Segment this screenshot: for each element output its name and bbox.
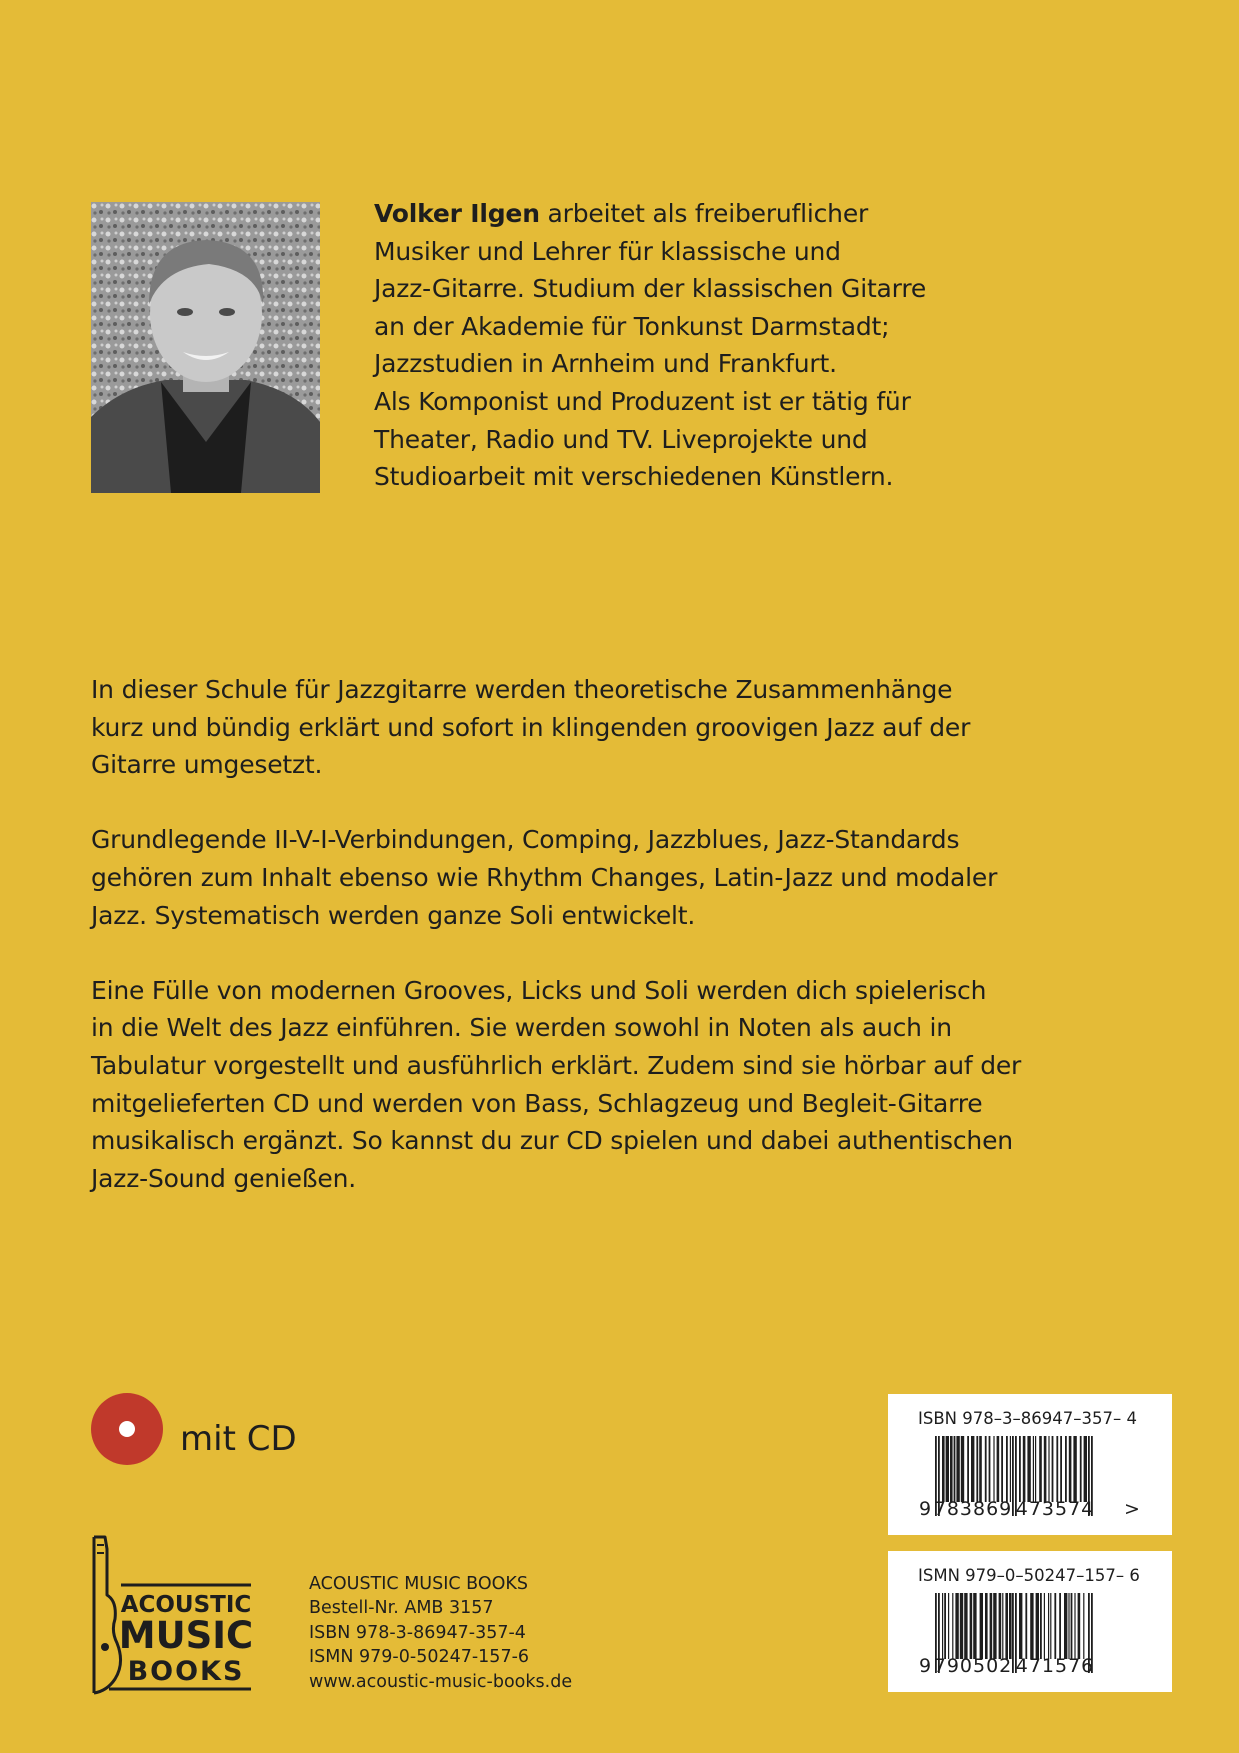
barcode-bar — [1030, 1593, 1033, 1659]
barcode-bar — [1071, 1593, 1073, 1659]
author-name: Volker Ilgen — [374, 199, 540, 228]
barcode-bar — [1048, 1593, 1049, 1659]
barcode-bar — [1048, 1436, 1049, 1502]
barcode-bar — [944, 1593, 946, 1659]
publisher-name: ACOUSTIC MUSIC BOOKS — [309, 1574, 528, 1594]
bio-line-8: Studioarbeit mit verschiedenen Künstlern. — [374, 462, 894, 492]
logo-books: BOOKS — [127, 1656, 245, 1687]
barcode-bar — [1019, 1593, 1022, 1659]
barcode-bar — [952, 1593, 953, 1659]
barcode-bar — [1064, 1593, 1067, 1659]
barcode-bar — [1065, 1436, 1067, 1502]
barcode-bar — [980, 1593, 983, 1659]
bio-line-6: Als Komponist und Produzent ist er tätig für — [374, 386, 911, 416]
description-paragraph: Eine Fülle von modernen Grooves, Licks und Soli werden dich spielerisch in die Welt des Jazz einführen. Sie werden sowohl in Noten als auch in Tabulatur vorgestellt und ausführlich erklärt. Zudem sind sie hörbar auf der mitgelieferten CD und werden von Bass, Schlagzeug und Begleit-Gitarre musikalisch ergänzt. So kannst du zur CD spielen und dabei authentischen Jazz-Sound genießen. — [91, 975, 1022, 1193]
barcode-bar — [1006, 1436, 1008, 1502]
barcode-bar — [1001, 1436, 1003, 1502]
bio-line-2: Musiker und Lehrer für klassische und — [374, 236, 841, 266]
barcode-bar — [1023, 1436, 1026, 1502]
ismn-barcode — [888, 1551, 1172, 1692]
cd-label: mit CD — [180, 1419, 297, 1459]
logo-acoustic: ACOUSTIC — [120, 1592, 252, 1618]
barcode-bar — [999, 1593, 1002, 1659]
author-photo — [91, 202, 320, 493]
barcode-bar — [950, 1436, 953, 1502]
ismn-text: ISMN 979-0-50247-157-6 — [309, 1647, 530, 1668]
barcode-bar — [1035, 1436, 1036, 1502]
barcode-bar — [1044, 1436, 1047, 1502]
barcode-bar — [1019, 1436, 1021, 1502]
barcode-bar — [1010, 1436, 1011, 1502]
barcode-bar — [1052, 1436, 1054, 1502]
barcode-bar — [954, 1436, 956, 1502]
bio-line-3: Jazz-Gitarre. Studium der klassischen Gitarre — [374, 274, 927, 304]
barcode-bar — [1069, 1436, 1072, 1502]
barcode-bar — [997, 1436, 1000, 1502]
barcode-bar — [1040, 1593, 1042, 1659]
barcode-bar — [990, 1593, 993, 1659]
bio-line-7: Theater, Radio und TV. Liveprojekte und — [374, 424, 868, 454]
barcode-lead-digit: 9 — [918, 1498, 932, 1520]
bio-line-5: Jazzstudien in Arnheim und Frankfurt. — [374, 349, 837, 379]
barcode-bar — [956, 1436, 959, 1502]
barcode-right-digits: 473574 — [1015, 1498, 1095, 1520]
author-bio — [374, 195, 974, 496]
isbn-barcode-title: ISBN 978–3–86947–357– 4 — [918, 1409, 1137, 1428]
barcode-bar — [948, 1593, 949, 1659]
barcode-bar — [989, 1436, 991, 1502]
barcode-bar — [1044, 1593, 1045, 1659]
barcode-bar — [976, 1436, 978, 1502]
barcode-bar — [1027, 1436, 1030, 1502]
barcode-bar — [1060, 1436, 1062, 1502]
cd-disc-icon — [91, 1393, 163, 1465]
barcode-bar — [993, 1593, 996, 1659]
barcode-bar — [1039, 1436, 1042, 1502]
barcode-bar — [993, 1436, 994, 1502]
barcode-bar — [979, 1436, 982, 1502]
barcode-bar — [1078, 1593, 1081, 1659]
barcode-left-digits: 783869 — [933, 1498, 1013, 1520]
publisher-info — [309, 1572, 572, 1694]
barcode-bar — [985, 1593, 988, 1659]
barcode-bar — [961, 1436, 964, 1502]
barcode-bar — [1080, 1436, 1082, 1502]
description-paragraph: In dieser Schule für Jazzgitarre werden theoretische Zusammenhänge kurz und bündig erklärt und sofort in klingenden groovigen Jazz auf der Gitarre umgesetzt. — [91, 675, 971, 780]
barcode-bar — [1084, 1436, 1087, 1502]
barcode-bar — [946, 1436, 949, 1502]
barcode-bar — [1005, 1593, 1008, 1659]
barcode-bar — [970, 1593, 973, 1659]
barcode-bar — [942, 1593, 943, 1659]
barcode-bar — [964, 1593, 967, 1659]
barcode-bar — [1033, 1436, 1034, 1502]
barcode-bar — [1012, 1593, 1014, 1673]
barcode-bar — [1050, 1593, 1051, 1659]
barcode-bar — [1074, 1593, 1075, 1659]
barcode-bar — [973, 1593, 976, 1659]
barcode-left-digits: 790502 — [933, 1655, 1013, 1677]
barcode-bar — [1009, 1593, 1012, 1659]
barcode-bar — [1002, 1593, 1003, 1659]
barcode-bar — [971, 1436, 974, 1502]
description-paragraph: Grundlegende II-V-I-Verbindungen, Comping, Jazzblues, Jazz-Standards gehören zum Inhalt ebenso wie Rhythm Changes, Latin-Jazz und modaler Jazz. Systematisch werden ganze Soli entwickelt. — [91, 825, 998, 930]
barcode-bar — [1054, 1593, 1056, 1659]
barcode-bar — [955, 1593, 958, 1659]
barcode-bar — [1059, 1593, 1061, 1659]
bio-line-4: an der Akademie für Tonkunst Darmstadt; — [374, 311, 890, 341]
barcode-quiet-zone-marker: > — [1124, 1498, 1140, 1520]
barcode-bar — [1025, 1593, 1027, 1659]
barcode-bar — [967, 1436, 969, 1502]
barcode-bar — [985, 1436, 987, 1502]
ismn-barcode-title: ISMN 979–0–50247–157– 6 — [918, 1566, 1140, 1585]
barcode-bar — [1036, 1593, 1039, 1659]
publisher-website: www.acoustic-music-books.de — [309, 1671, 573, 1692]
barcode-bar — [1083, 1593, 1084, 1659]
book-description — [91, 671, 1151, 1235]
barcode-bar — [942, 1436, 945, 1502]
barcode-bar — [1073, 1436, 1076, 1502]
barcode-bar — [1012, 1436, 1014, 1516]
barcode-bar — [960, 1593, 963, 1659]
acoustic-music-books-logo — [91, 1535, 254, 1695]
order-number: Bestell-Nr. AMB 3157 — [309, 1598, 494, 1619]
logo-music: MUSIC — [118, 1614, 254, 1657]
barcode-right-digits: 471576 — [1015, 1655, 1095, 1677]
isbn-text: ISBN 978-3-86947-357-4 — [309, 1622, 526, 1643]
barcode-lead-digit: 9 — [918, 1655, 932, 1677]
barcode-bar — [1068, 1593, 1069, 1659]
bio-line-1: Volker Ilgen arbeitet als freiberuflicher — [374, 199, 869, 228]
barcode-bar — [1056, 1436, 1058, 1502]
isbn-barcode — [888, 1394, 1172, 1535]
